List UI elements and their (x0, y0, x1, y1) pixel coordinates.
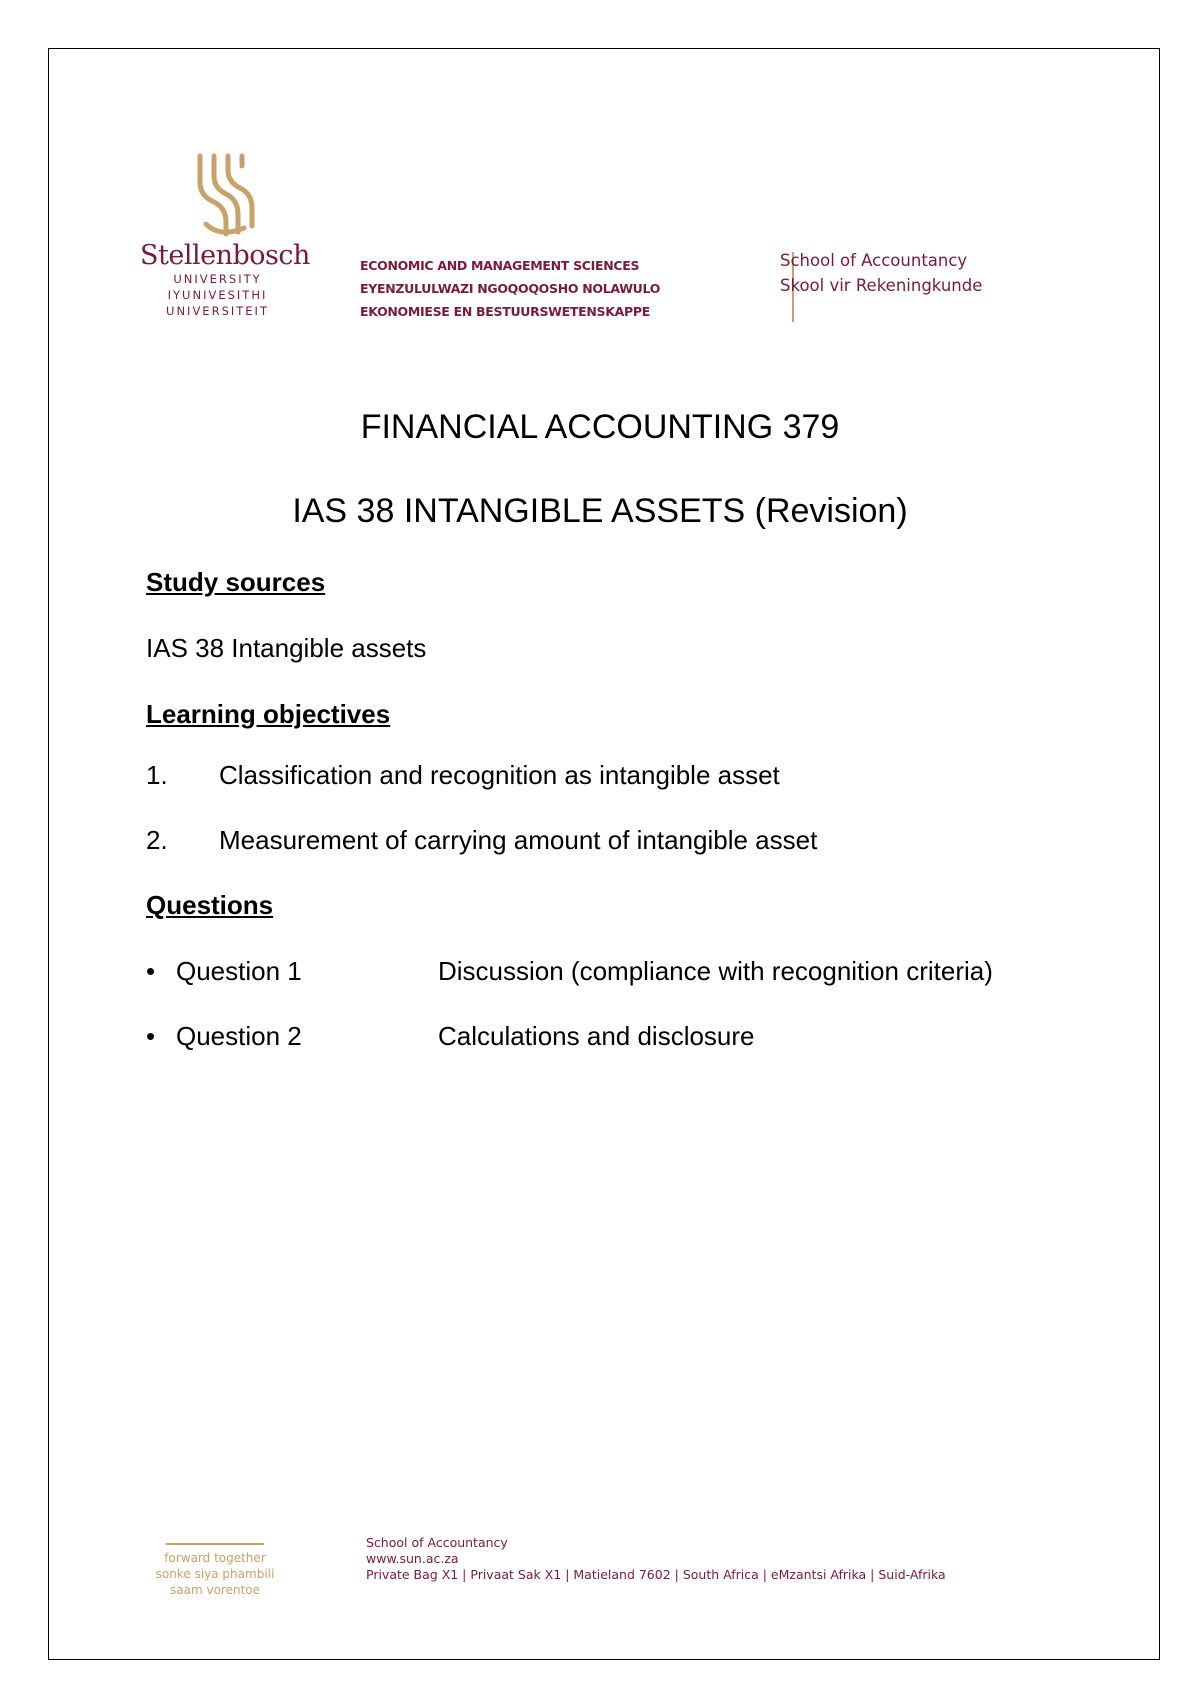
school-name-header: School of Accountancy Skool vir Rekeningkunde (780, 251, 983, 295)
bullet-icon: • (146, 956, 156, 986)
objective-text: Classification and recognition as intangible asset (219, 760, 780, 790)
university-logo (140, 152, 315, 319)
footer-school: School of Accountancy (366, 1535, 508, 1550)
university-crest-icon (192, 152, 258, 238)
question-label: Question 2 (176, 1021, 302, 1051)
logo-subtitle: UNIVERSITY IYUNIVESITHI UNIVERSITEIT (166, 272, 269, 318)
footer-tagline: forward together sonke siya phambili saam vorentoe (155, 1551, 275, 1597)
bullet-icon: • (146, 1021, 156, 1051)
question-description: Calculations and disclosure (438, 1021, 755, 1051)
objective-text: Measurement of carrying amount of intangible asset (219, 825, 818, 855)
question-description: Discussion (compliance with recognition criteria) (438, 956, 993, 986)
objective-number: 2. (146, 825, 168, 855)
study-sources-heading: Study sources (146, 567, 326, 597)
footer-website-link[interactable]: www.sun.ac.za (366, 1551, 459, 1566)
faculty-name: ECONOMIC AND MANAGEMENT SCIENCES EYENZULULWAZI NGOQOQOSHO NOLAWULO EKONOMIESE EN BESTUURSWETENSKAPPE (360, 258, 661, 319)
learning-objectives-heading: Learning objectives (146, 699, 391, 729)
footer-address: Private Bag X1 | Privaat Sak X1 | Matieland 7602 | South Africa | eMzantsi Afrika | Suid-Afrika (366, 1567, 946, 1582)
objective-number: 1. (146, 760, 168, 790)
footer-contact (366, 1535, 946, 1583)
document-subtitle: IAS 38 INTANGIBLE ASSETS (Revision) (292, 492, 908, 530)
questions-heading: Questions (146, 890, 274, 920)
logo-wordmark: Stellenbosch (140, 240, 310, 271)
question-label: Question 1 (176, 956, 302, 986)
tagline-divider (166, 1543, 264, 1545)
document-title: FINANCIAL ACCOUNTING 379 (360, 408, 840, 446)
study-sources-text: IAS 38 Intangible assets (146, 633, 427, 663)
